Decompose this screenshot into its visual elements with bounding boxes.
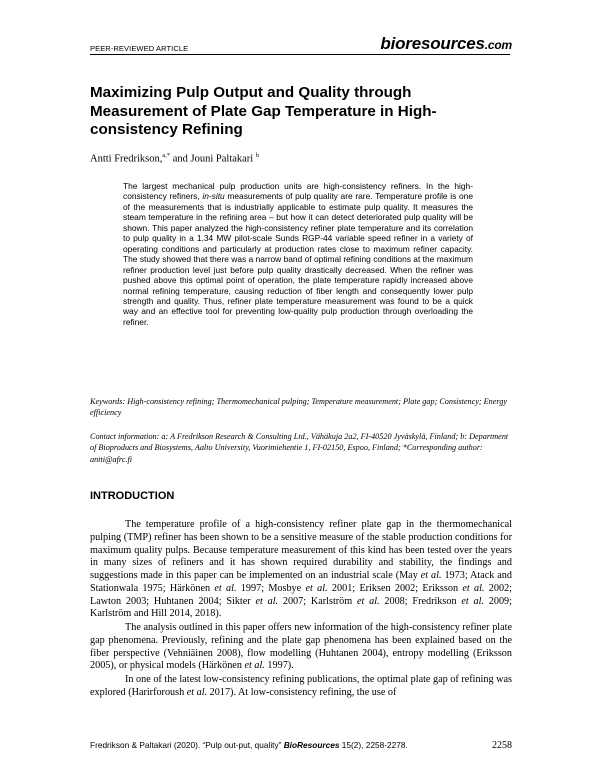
page-number: 2258 bbox=[492, 740, 512, 751]
text-run: 2017). At low-consistency refining, the use of bbox=[207, 686, 397, 698]
abstract-part-2: measurements of pulp quality are rare. Temperature profile is one of the measurements that is industrially applicable to estimate pulp quality. It measures the steam temperature in the refining area – but how it can detect deteriorated pulp quality will be shown. This paper analyzed the high-consistency refiner plate temperature and its correlation to pulp quality in a 1.34 MW pilot-scale Sunds RGP-44 variable speed refiner in a variety of operating conditions and particularly at production rates close to maximum refiner capacity. The study showed that there was a narrow band of optimal refining conditions at the maximum refiner production level just before pulp quality drastically decreased. When the refiner was pushed above this optimal point of operation, the plate temperature rapidly increased above normal refining temperature, causing reduction of fiber length and consequently lower pulp strength and quality. Thus, refiner plate temperature measurement was found to be a quick way and an effective tool for preventing low-quality pulp production through overloading the refiner. bbox=[123, 191, 473, 327]
text-run: 1973; Atack and Stationwala 1975; Härkönen bbox=[90, 570, 512, 594]
author-fredrikson: Antti Fredrikson, bbox=[90, 153, 163, 165]
header-rule bbox=[90, 54, 510, 55]
contact-information: Contact information: a: A Fredrikson Research & Consulting Ltd., Vähäkuja 2a2, FI-40520 Jyväskylä, Finland; b: Department of Bioproducts and Biosystems, Aalto University, Vuorimiehentie 1, FI-02150, Espoo, Finland; *Corresponding author: antti@afrc.fi bbox=[90, 432, 509, 464]
article-title: Maximizing Pulp Output and Quality through Measurement of Plate Gap Temperature in High-consistency Refining bbox=[90, 84, 437, 138]
et-al: et al. bbox=[186, 686, 208, 698]
introduction-body bbox=[90, 519, 512, 701]
text-run: 2001; Eriksen 2002; Eriksson bbox=[327, 582, 463, 594]
abstract bbox=[123, 181, 473, 327]
intro-paragraph-2 bbox=[90, 622, 512, 673]
et-al: et al. bbox=[305, 582, 328, 594]
text-run: 2009; Karlström and Hill 2014, 2018). bbox=[90, 595, 512, 620]
peer-reviewed-label: PEER-REVIEWED ARTICLE bbox=[90, 44, 189, 53]
journal-logo[interactable] bbox=[380, 34, 512, 54]
et-al: et al. bbox=[420, 570, 442, 581]
text-run: The analysis outlined in this paper offers new information of the high-consistency refiner plate gap phenomena. Previously, refining and the plate gap phenomena has been explained based on the fiber perspective (Vehniäinen 2008), flow modelling (Huhtanen 2004), entropy modelling (Eriksson 2005), or physical models (Härkönen bbox=[90, 622, 512, 672]
citation-text: Fredrikson & Paltakari (2020). “Pulp out-put, quality” bbox=[90, 740, 284, 750]
et-al: et al. bbox=[214, 582, 237, 594]
intro-paragraph-3 bbox=[90, 674, 512, 700]
et-al: et al. bbox=[255, 595, 279, 607]
author-connector: and Jouni Paltakari bbox=[170, 153, 256, 165]
citation-volume: 15(2), 2258-2278. bbox=[339, 740, 408, 750]
intro-paragraph-1 bbox=[90, 519, 512, 621]
text-run: 1997). bbox=[264, 660, 294, 672]
text-run: In one of the latest low-consistency refining publications, the optimal plate gap of refining was explored (Harirforoush bbox=[90, 674, 512, 698]
abstract-in-situ: in-situ bbox=[202, 191, 225, 202]
text-run: 2002; Lawton 2003; Huhtanen 2004; Sikter bbox=[90, 582, 512, 607]
text-run: 1997; Mosbye bbox=[236, 582, 306, 594]
keywords: Keywords: High-consistency refining; Thermomechanical pulping; Temperature measurement; Plate gap; Consistency; Energy efficiency bbox=[90, 397, 508, 417]
et-al: et al. bbox=[244, 660, 265, 672]
text-run: 2008; Fredrikson bbox=[379, 595, 462, 607]
text-run: The temperature profile of a high-consistency refiner plate gap in the thermomechanical pulping (TMP) refiner has been shown to be a sensitive measure of the stable production conditions for maximum quality pulps. Because temperature measurement of this kind has been tested over the years in many sizes of refiners and it has shown required durability and stability, the findings and suggestions made in this paper can be implemented on an industrial scale (May bbox=[90, 519, 512, 581]
journal-logo-name: bioresources bbox=[380, 34, 485, 53]
author-paltakari-affiliation: b bbox=[255, 152, 260, 159]
text-run: 2007; Karlström bbox=[278, 595, 357, 607]
footer-citation bbox=[90, 740, 408, 750]
abstract-part-1: The largest mechanical pulp production units are high-consistency refiners. In the high-consistency refiners, bbox=[123, 181, 473, 202]
et-al: et al. bbox=[461, 595, 484, 607]
section-heading-introduction: INTRODUCTION bbox=[90, 490, 175, 502]
author-line bbox=[90, 152, 259, 165]
et-al: et al. bbox=[462, 582, 485, 594]
journal-logo-domain: .com bbox=[484, 38, 512, 52]
author-fredrikson-affiliation: a,* bbox=[162, 152, 171, 159]
journal-name: BioResources bbox=[283, 740, 340, 750]
et-al: et al. bbox=[356, 595, 380, 607]
